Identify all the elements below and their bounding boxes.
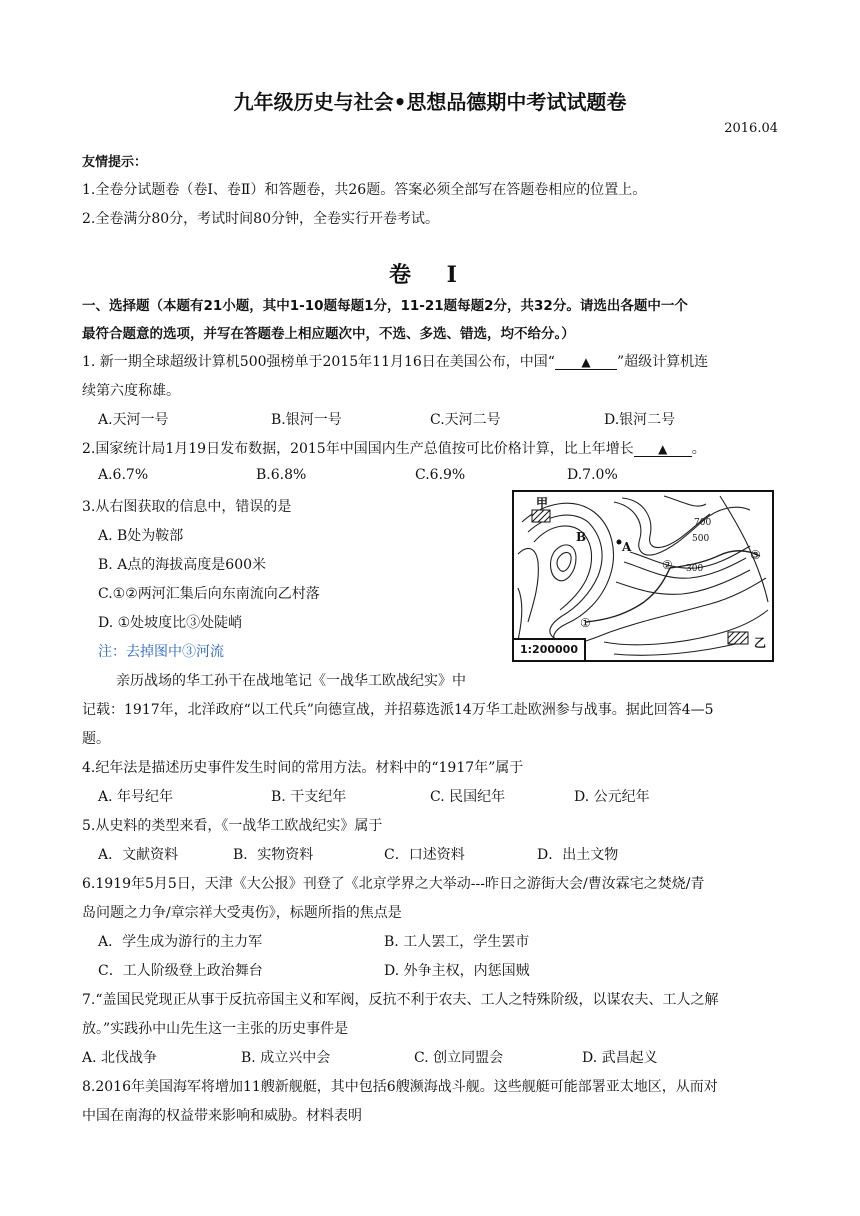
q2-option-b: B.6.8% <box>256 467 307 483</box>
q4-stem: 4.纪年法是描述历史事件发生时间的常用方法。材料中的“1917年”属于 <box>82 760 524 776</box>
contour-300-label: 300 <box>686 564 704 574</box>
tip-line-2: 2.全卷满分80分，考试时间80分钟，全卷实行开卷考试。 <box>82 211 439 227</box>
q7-option-a: A. 北伐战争 <box>82 1050 158 1066</box>
q4-option-d: D. 公元纪年 <box>574 789 650 805</box>
river-2-label: ② <box>662 558 673 572</box>
river-3-label: ③ <box>750 548 761 562</box>
q6-option-d: D. 外争主权，内惩国贼 <box>384 963 530 979</box>
point-a-label: A <box>622 540 632 554</box>
q2-answer-blank: ▲ <box>634 442 692 457</box>
q2-stem-part-b: 。 <box>691 441 706 457</box>
q7-option-c: C. 创立同盟会 <box>414 1050 504 1066</box>
material-line-3: 题。 <box>82 731 110 747</box>
q6-stem-1: 6.1919年5月5日，天津《大公报》刊登了《北京学界之大举动---昨日之游街大会/曹汝霖宅之焚烧/青 <box>82 876 705 892</box>
q6-option-c: C．工人阶级登上政治舞台 <box>98 963 263 979</box>
q1-option-b: B.银河一号 <box>271 412 342 428</box>
section-heading: 卷 I <box>389 262 471 288</box>
q5-option-a: A．文献资料 <box>98 847 179 863</box>
point-b-label: B <box>576 530 587 544</box>
q2-stem <box>82 438 706 458</box>
q1-option-c: C.天河二号 <box>430 412 501 428</box>
q3-option-b: B. A点的海拔高度是600米 <box>98 557 267 573</box>
tip-line-1: 1.全卷分试题卷（卷Ⅰ、卷Ⅱ）和答题卷，共26题。答案必须全部写在答题卷相应的位置上。 <box>82 182 647 198</box>
q1-stem-part-a: 1. 新一期全球超级计算机500强榜单于2015年11月16日在美国公布，中国“ <box>82 354 555 370</box>
q2-option-c: C.6.9% <box>415 467 466 483</box>
q3-option-d: D. ①处坡度比③处陡峭 <box>98 615 243 631</box>
point-a-marker <box>617 540 622 545</box>
q5-option-c: C．口述资料 <box>384 847 465 863</box>
river-1-label: ① <box>580 616 591 630</box>
q2-option-a: A.6.7% <box>98 467 149 483</box>
q8-stem-1: 8.2016年美国海军将增加11艘新舰艇，其中包括6艘濒海战斗舰。这些舰艇可能部署亚太地区，从而对 <box>82 1079 718 1095</box>
material-line-1: 亲历战场的华工孙干在战地笔记《一战华工欧战纪实》中 <box>116 673 466 689</box>
q8-stem-2: 中国在南海的权益带来影响和威胁。材料表明 <box>82 1108 362 1124</box>
q5-stem: 5.从史料的类型来看，《一战华工欧战纪实》属于 <box>82 818 383 834</box>
page-title: 九年级历史与社会•思想品德期中考试试题卷 <box>233 90 627 114</box>
q2-stem-part-a: 2.国家统计局1月19日发布数据，2015年中国国内生产总值按可比价格计算，比上年增长 <box>82 441 634 457</box>
q1-answer-blank: ▲ <box>555 355 617 370</box>
contour-map <box>512 490 774 662</box>
contour-700-label: 700 <box>694 518 712 528</box>
tips-heading: 友情提示： <box>82 155 148 170</box>
contour-500-label: 500 <box>692 534 710 544</box>
section-instruction-2: 最符合题意的选项，并写在答题卷上相应题次中，不选、多选、错选，均不给分。） <box>82 326 575 342</box>
q5-option-b: B．实物资料 <box>233 847 314 863</box>
q1-option-a: A.天河一号 <box>98 412 169 428</box>
q7-stem-1: 7.“盖国民党现正从事于反抗帝国主义和军阀，反抗不利于农夫、工人之特殊阶级，以谋农夫、工人之解 <box>82 992 719 1008</box>
q4-option-a: A. 年号纪年 <box>98 789 174 805</box>
q7-option-b: B. 成立兴中会 <box>241 1050 331 1066</box>
q1-option-d: D.银河二号 <box>604 412 676 428</box>
q3-note: 注：去掉图中③河流 <box>98 644 224 660</box>
section-instruction-1: 一、选择题（本题有21小题，其中1-10题每题1分，11-21题每题2分，共32分。请选出各题中一个 <box>82 298 688 314</box>
q1-stem-continued: 续第六度称雄。 <box>82 383 180 399</box>
village-yi-label: 乙 <box>754 636 767 650</box>
q6-option-b: B. 工人罢工，学生罢市 <box>384 934 530 950</box>
map-scale: 1:200000 <box>514 638 586 660</box>
q7-stem-2: 放。”实践孙中山先生这一主张的历史事件是 <box>82 1021 349 1037</box>
q3-option-c: C.①②两河汇集后向东南流向乙村落 <box>98 586 320 602</box>
q6-option-a: A．学生成为游行的主力军 <box>98 934 263 950</box>
material-line-2: 记载：1917年，北洋政府“以工代兵”向德宣战，并招募选派14万华工赴欧洲参与战事。据此回答4—5 <box>82 702 714 718</box>
q3-stem: 3.从右图获取的信息中，错误的是 <box>82 499 292 515</box>
q1-stem-part-b: ”超级计算机连 <box>616 354 709 370</box>
q4-option-b: B. 干支纪年 <box>271 789 347 805</box>
contour-lines <box>514 492 772 660</box>
q7-option-d: D. 武昌起义 <box>582 1050 658 1066</box>
q6-stem-2: 岛问题之力争/章宗祥大受夷伤》，标题所指的焦点是 <box>82 905 402 921</box>
q4-option-c: C. 民国纪年 <box>430 789 506 805</box>
village-jia-label: 甲 <box>536 496 549 510</box>
q1-stem <box>82 351 708 371</box>
q2-option-d: D.7.0% <box>567 467 618 483</box>
q5-option-d: D．出土文物 <box>537 847 619 863</box>
q3-option-a: A. B处为鞍部 <box>98 528 184 544</box>
exam-date: 2016.04 <box>724 121 778 136</box>
